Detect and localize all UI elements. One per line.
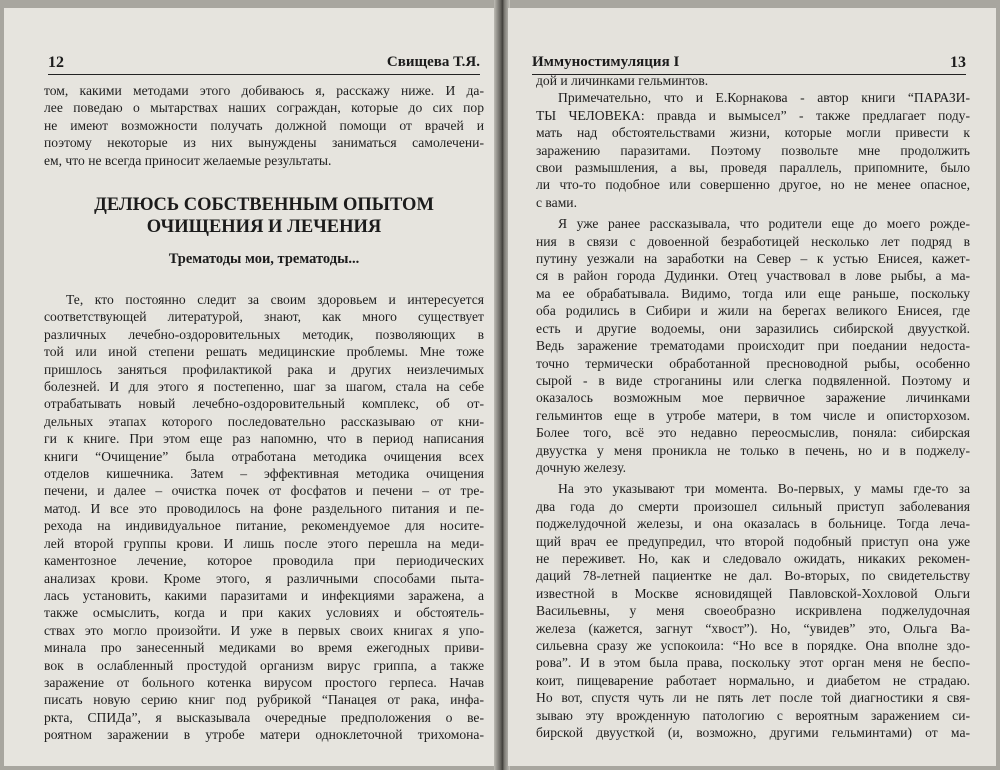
text-line: путину уезжали на заработки на Север – к устью Енисея, кажет- — [536, 251, 970, 267]
text-line: заражению паразитами. Поэтому позвольте мне продолжить — [536, 142, 970, 158]
text-line: Ведь заражение трематодами происходит при поедании недоста- — [536, 338, 970, 354]
left-page-header — [48, 52, 480, 75]
text-line: каментозное лечение, которое проводила при периодических — [44, 553, 484, 569]
text-line: ли что-то подобное или совершенно другое, но не менее опасное, — [536, 177, 970, 193]
text-line: поджелудочной железы, и она оказалась в больнице. Тогда леча- — [536, 516, 970, 532]
text-line: оба родились в Сибири и жили на берегах великого Енисея, где — [536, 303, 970, 319]
text-line: железа (кажется, загнут “хвост”). Но, “увидев” это, Ольга Ва- — [536, 620, 970, 636]
text-line: Но вот, спустя чуть ли не пять лет после той диагностики я свя- — [536, 690, 970, 706]
text-line: лась установить, какими паразитами и инфекциями заражена, а — [44, 587, 484, 603]
text-line: Васильевны, у меня своеобразно искривлена поджелудочная — [536, 603, 970, 619]
text-line: болезней. И для этого я постепенно, шаг за шагом, стала на себе — [44, 379, 484, 395]
chapter-heading — [54, 194, 474, 238]
body-paragraph — [44, 291, 484, 744]
text-line: бирской двуусткой (и, возможно, другими гельминтами) от ма- — [536, 725, 970, 741]
text-line: заражение от больного котенка вирусом простого герпеса. Начав — [44, 674, 484, 690]
text-line: не имеют возможности получать должной помощи от врачей и — [44, 117, 484, 133]
text-line: отделов кишечника. Затем – эффективная методика очищения — [44, 466, 484, 482]
text-line: точно термически обработанной пресноводной рыбы, особенно — [536, 355, 970, 371]
page-number: 13 — [950, 54, 966, 71]
text-line: Я уже ранее рассказывала, что родители еще до моего рожде- — [558, 216, 970, 232]
text-line: дой и личинками гельминтов. — [536, 73, 709, 88]
text-line: дочную железу. — [536, 459, 626, 475]
text-line: поэтому некоторые из них вынуждены заниматься самолечени- — [44, 135, 484, 151]
text-line: ги к книге. При этом еще раз напомню, что в период написания — [44, 431, 484, 447]
text-line: отрабатывать новый лечебно-оздоровительный комплекс, об от- — [44, 396, 484, 412]
text-line: Более того, всё это недавно переосмыслив, поняла: сибирская — [536, 425, 970, 441]
text-line: той или иной степени решать медицинские проблемы. Мне тоже — [44, 344, 484, 360]
text-line: ем, что не всегда приносит желаемые результаты. — [44, 152, 332, 168]
section-subheading: Трематоды мои, трематоды... — [168, 251, 360, 267]
text-line: роятном заражении в утробе матери одноклеточной трихомона- — [44, 727, 484, 743]
text-line: два года до смерти произошел сильный приступ заболевания — [536, 498, 970, 514]
text-line: ствах это могло произойти. И уже в первых своих книгах я упо- — [44, 622, 484, 638]
text-line: На это указывают три момента. Во-первых, у мамы где-то за — [558, 481, 970, 497]
text-line: гельминтов еще в утробе матери, в том числе и описторхозом. — [536, 407, 970, 423]
text-line: писать новую серию книг под рубрикой “Панацея от рака, инфа- — [44, 692, 484, 708]
text-line: вок в ослабленный простудой организм вирус гриппа, а также — [44, 657, 484, 673]
text-line: также осмыслить, когда и при каких условиях и обстоятель- — [44, 605, 484, 621]
text-line: известной в Москве ясновидящей Павловской-Хохловой Ольги — [536, 585, 970, 601]
text-line: оказалось возможным мое первичное заражение личинками — [536, 390, 970, 406]
text-line: двуустка у меня проникла не только в печень, но и в поджелу- — [536, 442, 970, 458]
text-line: щий врач ее предупредил, что второй подобный приступ она уже — [536, 533, 970, 549]
text-line: пришлось заняться профилактикой рака и других неизлечимых — [44, 361, 484, 377]
text-line: свои размышления, а вы, проведя параллель, припомните, было — [536, 160, 970, 176]
text-line: зываю эту врожденную патологию с вероятным заражением си- — [536, 707, 970, 723]
right-page — [508, 8, 996, 766]
text-line: есть и другие водоемы, они заразились сибирской двуусткой. — [536, 320, 970, 336]
text-line: матод. И все это проводилось на фоне раздельного питания и пе- — [44, 500, 484, 516]
text-line: печени, и далее – очистка почек от фосфатов и печени – от тре- — [44, 483, 484, 499]
intro-paragraph — [44, 82, 484, 169]
left-page — [4, 8, 496, 766]
text-line: том, какими методами этого добиваюсь я, расскажу ниже. И да- — [44, 83, 484, 98]
right-page-text — [536, 72, 970, 741]
text-line: дельных этапах которого последовательно рассказываю от кни- — [44, 413, 484, 429]
text-line: соответствующей литературой, знают, как много существует — [44, 309, 484, 325]
running-head-title: Иммуностимуляция I — [532, 54, 680, 70]
text-line: мать над обстоятельствами жизни, которые могли привести к — [536, 125, 970, 141]
text-line: даций 78-летней пациентке не дал. Во-вторых, по свидетельству — [536, 568, 970, 584]
text-line: не переживет. Но, как и следовало ожидать, никаких рекомен- — [536, 550, 970, 566]
running-head-author: Свищева Т.Я. — [386, 54, 480, 70]
text-line: Примечательно, что и Е.Корнакова - автор книги “ПАРАЗИ- — [558, 90, 970, 106]
text-line: сильевна сразу же успокоила: “Но все в порядке. Она вполне здо- — [536, 638, 970, 653]
chapter-heading-line: ДЕЛЮСЬ СОБСТВЕННЫМ ОПЫТОМ — [94, 195, 434, 215]
text-line: ния в связи с довоенной безработицей несколько лет подряд в — [536, 233, 970, 249]
text-line: ма ее обрабатывала. Видимо, тогда или еще раньше, поскольку — [536, 285, 970, 301]
text-line: лее поведаю о мытарствах наших сограждан, которые до сих пор — [44, 100, 484, 116]
text-line: Те, кто постоянно следит за своим здоровьем и интересуется — [66, 292, 484, 307]
text-line: ся в район города Дудинки. Отец участвовал в лове рыбы, а ма- — [536, 268, 970, 284]
text-line: рова”. И в этом была права, поскольку этот орган меня не беспо- — [536, 655, 970, 671]
text-line: ркта, СПИДа”, я высказывала очередные предположения о ве- — [44, 709, 484, 725]
text-line: ТЫ ЧЕЛОВЕКА: правда и вымысел” - также предлагает поду- — [536, 107, 970, 123]
text-line: рехода на индивидуальное питание, рекомендуемое для носите- — [44, 518, 484, 534]
text-line: с вами. — [536, 194, 577, 210]
text-line: книги “Очищение” была отработана методика очищения всех — [44, 448, 484, 464]
text-line: различных лечебно-оздоровительных методик, позволяющих в — [44, 326, 484, 342]
text-line: сырой - в виде строганины или слегка подвяленной. Поэтому и — [536, 372, 970, 388]
page-number: 12 — [48, 54, 64, 71]
chapter-heading-line: ОЧИЩЕНИЯ И ЛЕЧЕНИЯ — [146, 217, 382, 237]
text-line: анализах крови. Кроме этого, я различными способами пыта- — [44, 570, 484, 586]
text-line: коит, пищеварение работает нормально, и диабетом не страдаю. — [536, 672, 970, 688]
text-line: минала про занесенный медиками во время ежегодных приви- — [44, 640, 484, 656]
text-line: лей второй группы крови. И лишь после этого перешла на меди- — [44, 535, 484, 551]
